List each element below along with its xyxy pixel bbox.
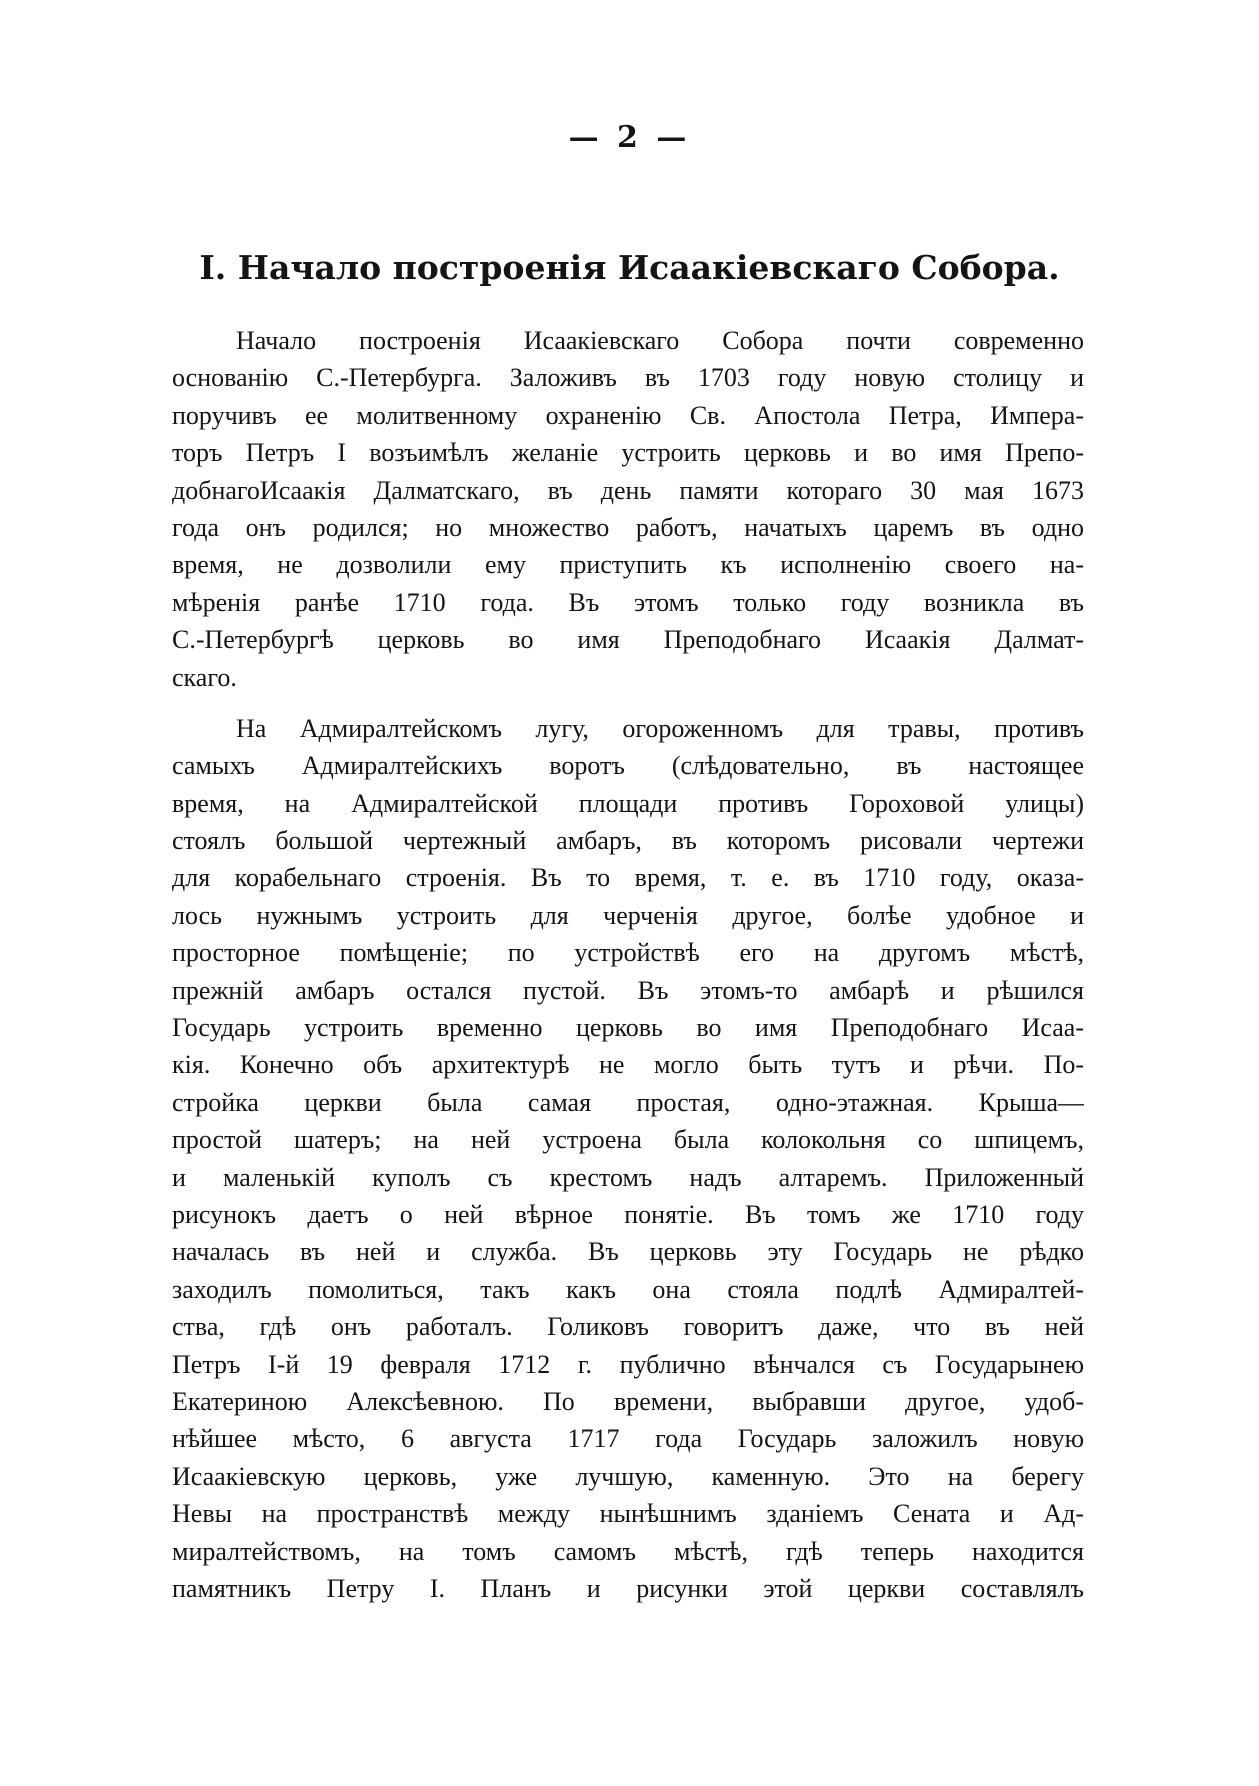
text-line: Екатериною Алексѣевною. По времени, выбравши другое, удоб- (172, 1386, 1084, 1416)
text-line: памятникъ Петру I. Планъ и рисунки этой церкви составлялъ (172, 1573, 1084, 1603)
paragraph-1 (172, 322, 1084, 696)
text-line: Государь устроить временно церковь во имя Преподобнаго Исаа- (172, 1013, 1084, 1043)
text-line: началась въ ней и служба. Въ церковь эту Государь не рѣдко (172, 1237, 1084, 1267)
text-line: нѣйшее мѣсто, 6 августа 1717 года Государь заложилъ новую (172, 1424, 1084, 1454)
text-line: для корабельнаго строенія. Въ то время, т. е. въ 1710 году, оказа- (172, 863, 1084, 893)
text-line: скаго. (172, 662, 237, 692)
text-line: С.-Петербургѣ церковь во имя Преподобнаго Исаакія Далмат- (172, 625, 1084, 655)
text-line: добнагоИсаакія Далматскаго, въ день памяти котораго 30 мая 1673 (172, 475, 1084, 505)
text-line: рисунокъ даетъ о ней вѣрное понятіе. Въ томъ же 1710 году (172, 1199, 1084, 1229)
text-line: прежній амбаръ остался пустой. Въ этомъ-то амбарѣ и рѣшился (172, 975, 1084, 1005)
text-line: самыхъ Адмиралтейскихъ воротъ (слѣдовательно, въ настоящее (172, 751, 1084, 781)
body-text (172, 322, 1084, 1607)
text-line: простой шатеръ; на ней устроена была колокольня со шпицемъ, (172, 1125, 1084, 1155)
text-line: Начало построенія Исаакіевскаго Собора почти современно (236, 326, 1084, 355)
text-line: торъ Петръ I возъимѣлъ желаніе устроить церковь и во имя Препо- (172, 438, 1084, 468)
chapter-heading: I. Начало построенія Исаакіевскаго Собора. (199, 248, 1060, 287)
text-line: Невы на пространствѣ между нынѣшнимъ зданіемъ Сената и Ад- (172, 1499, 1084, 1529)
text-line: На Адмиралтейскомъ лугу, огороженномъ для травы, противъ (236, 713, 1084, 743)
paragraph-gap (172, 696, 1084, 710)
text-line: время, на Адмиралтейской площади противъ Гороховой улицы) (172, 788, 1084, 818)
text-line: Исаакіевскую церковь, уже лучшую, каменную. Это на берегу (172, 1461, 1084, 1491)
text-line: стоялъ большой чертежный амбаръ, въ которомъ рисовали чертежи (172, 826, 1084, 856)
text-line: поручивъ ее молитвенному охраненію Св. Апостола Петра, Импера- (172, 400, 1084, 430)
text-line: заходилъ помолиться, такъ какъ она стояла подлѣ Адмиралтей- (172, 1274, 1084, 1304)
text-line: мѣренія ранѣе 1710 года. Въ этомъ только году возникла въ (172, 587, 1084, 617)
paragraph-2 (172, 710, 1084, 1607)
text-line: Петръ I-й 19 февраля 1712 г. публично вѣнчался съ Государынею (172, 1349, 1084, 1379)
text-line: основанію С.-Петербурга. Заложивъ въ 1703 году новую столицу и (172, 363, 1084, 393)
text-line: миралтействомъ, на томъ самомъ мѣстѣ, гдѣ теперь находится (172, 1536, 1084, 1566)
text-line: года онъ родился; но множество работъ, начатыхъ царемъ въ одно (172, 512, 1084, 542)
text-line: время, не дозволили ему приступить къ исполненію своего на- (172, 550, 1084, 580)
text-line: стройка церкви была самая простая, одно-этажная. Крыша— (172, 1087, 1084, 1117)
text-line: лось нужнымъ устроить для черченія другое, болѣе удобное и (172, 900, 1084, 930)
text-line: кія. Конечно объ архитектурѣ не могло быть тутъ и рѣчи. По- (172, 1050, 1084, 1080)
page-number: — 2 — (568, 120, 691, 155)
text-line: просторное помѣщеніе; по устройствѣ его на другомъ мѣстѣ, (172, 938, 1084, 968)
text-line: и маленькій куполъ съ крестомъ надъ алтаремъ. Приложенный (172, 1162, 1084, 1192)
text-line: ства, гдѣ онъ работалъ. Голиковъ говоритъ даже, что въ ней (172, 1312, 1084, 1342)
